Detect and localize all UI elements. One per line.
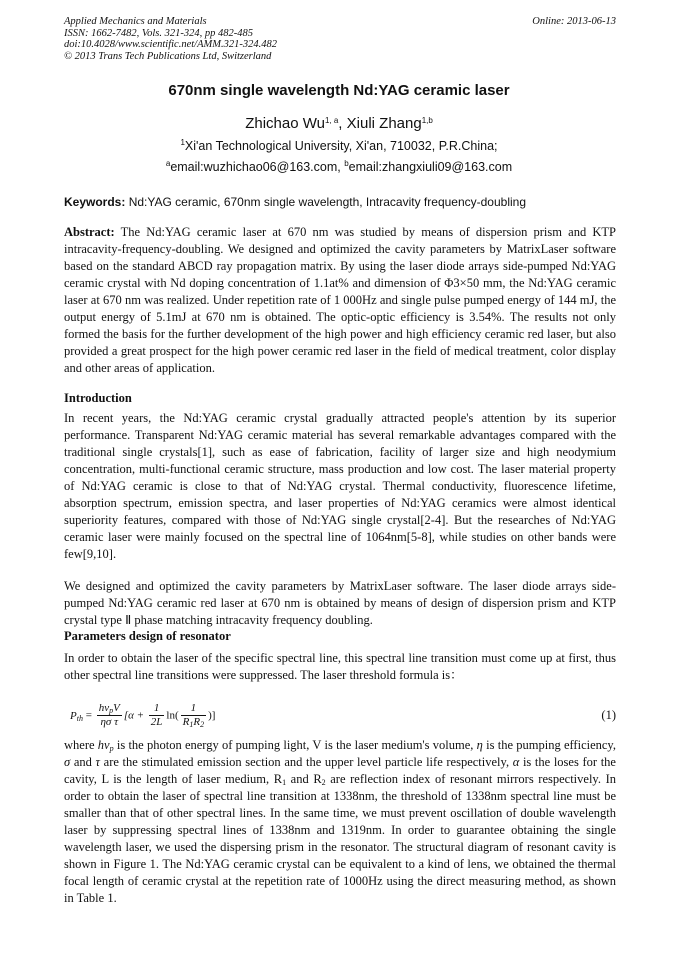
author-name: Zhichao Wu <box>245 115 325 132</box>
keywords-text: Nd:YAG ceramic, 670nm single wavelength, Intracavity frequency-doubling <box>125 195 527 209</box>
resonator-paragraph: In order to obtain the laser of the specific spectral line, this spectral line transition must come up at first, thus other spectral line transitions were suppressed. The laser threshold formula is： <box>64 651 616 682</box>
affiliation-text: Xi'an Technological University, Xi'an, 710032, P.R.China; <box>184 139 498 153</box>
author-line <box>0 115 678 132</box>
eq-fraction: $\frac{h\nu_pV}{\text{ησ τ}}$ <box>98 702 120 728</box>
journal-header <box>64 16 616 62</box>
eq-bracket: [α + <box>123 709 147 722</box>
doi-line: doi:10.4028/www.scientific.net/AMM.321-324.482 <box>64 39 277 50</box>
keywords <box>64 195 624 209</box>
eq-ln: ln( <box>166 709 179 722</box>
keywords-label: Keywords: <box>64 195 126 209</box>
copyright-line: © 2013 Trans Tech Publications Ltd, Switzerland <box>64 50 272 62</box>
abstract-paragraph <box>64 224 616 377</box>
eq-lhs: $P_{th}$ <box>70 709 83 723</box>
intro-paragraph: We designed and optimized the cavity parameters by MatrixLaser software. The laser diode arrays side-pumped Nd:YAG ceramic red laser at 670 nm is obtained by means of design of dispersion prism and KTP crystal type Ⅱ phase matching intracavity frequency doubling. <box>64 579 616 627</box>
equation-body <box>70 702 215 729</box>
author-name: Xiuli Zhang <box>346 115 422 132</box>
abstract-label: Abstract: <box>64 225 115 239</box>
abstract-text: The Nd:YAG ceramic laser at 670 nm was studied by means of dispersion prism and KTP intracavity-frequency-doubling. We designed and optimized the cavity parameters by MatrixLaser software based on the standard ABCD ray propagation matrix. By using the laser diode arrays side-pumped Nd:YAG ceramic crystal with Nd doping concentration of 1.1at% and dimension of Φ3×50 mm, the Nd:YAG ceramic laser at 670 nm was realized. Under repetition rate of 1 000Hz and single pulse pumped energy of 144 mJ, the output energy of 5.1mJ at 670 nm is obtained. The optic-optic efficiency is 3.54%. The results not only formed the basis for the further development of the high power and high efficiency ceramic red laser, but also provided a great prospect for the high power ceramic red laser in the field of medical treatment, color display and other areas of application. <box>64 225 616 375</box>
email-sup: b <box>344 159 349 168</box>
affiliation-sup: 1 <box>180 138 185 147</box>
intro-paragraph: In recent years, the Nd:YAG ceramic crystal gradually attracted people's attention by its superior performance. Transparent Nd:YAG ceramic material has several remarkable advantages compared with the traditional single crystals[1], such as ease of fabrication, facility of larger size and high neodymium concentration, multi-functional ceramic structure, mass production and low cost. The laser material property of Nd:YAG ceramic is close to that of Nd:YAG crystal. Thermal conductivity, fluorescence lifetime, absorption spectrum, emission spectra, and laser properties of Nd:YAG ceramics were almost identical superiority features, compared with those of Nd:YAG single crystal[2-4]. But the researches of Nd:YAG ceramic laser were mainly focused on the spectral line of 1064nm[5-8], while studies on other bands were few[9,10]. <box>64 411 616 561</box>
issn-line: ISSN: 1662-7482, Vols. 321-324, pp 482-485 <box>64 27 253 39</box>
journal-name: Applied Mechanics and Materials <box>64 16 207 27</box>
affiliation <box>0 139 678 153</box>
email-line <box>0 160 678 174</box>
author-sup: 1,b <box>421 116 433 125</box>
resonator-paragraph: where $h\nu_p$ is the photon energy of pumping light, V is the laser medium's volume, η is the pumping efficiency, σ and τ are the stimulated emission section and the upper level particle life respectively, α is the loses for the cavity, L is the length of laser medium, $R_1$ and $R_2$ are reflection index of resonant mirrors respectively. In order to obtain the laser of spectral line transition at 1338nm, the threshold of 1338nm spectral line must be smaller than that of other spectral lines. In the same time, we must prevent oscillation of double wavelength laser by suppressing spectral lines of 1338nm and 1319nm. In order to guarantee obtaining the single wavelength laser, we used the dispersing prism in the resonator. The structural diagram of resonant cavity is shown in Figure 1. The Nd:YAG ceramic crystal can be equivalent to a kind of lens, we obtained the thermal focal length of ceramic crystal at the repetition rate of 1000Hz using the direct measuring method, as shown in Table 1. <box>64 738 616 905</box>
eq-fraction: $\frac{1}{2L}$ <box>150 702 163 728</box>
eq-equals: = <box>82 709 95 722</box>
eq-fraction: $\frac{1}{R_1R_2}$ <box>182 702 205 729</box>
author-sup: 1, a <box>324 116 339 125</box>
equation-number: (1) <box>601 708 616 722</box>
email-link[interactable]: email:wuzhichao06@163.com, <box>170 160 345 174</box>
section-heading-resonator: Parameters design of resonator <box>64 629 231 643</box>
threshold-equation <box>70 700 616 736</box>
online-date: Online: 2013-06-13 <box>532 16 616 27</box>
author-separator: , <box>338 115 347 132</box>
eq-close: )] <box>208 709 216 722</box>
email-sup: a <box>165 159 171 168</box>
paper-title: 670nm single wavelength Nd:YAG ceramic laser <box>168 82 510 99</box>
email-link[interactable]: email:zhangxiuli09@163.com <box>348 160 513 174</box>
section-heading-introduction: Introduction <box>64 391 132 405</box>
